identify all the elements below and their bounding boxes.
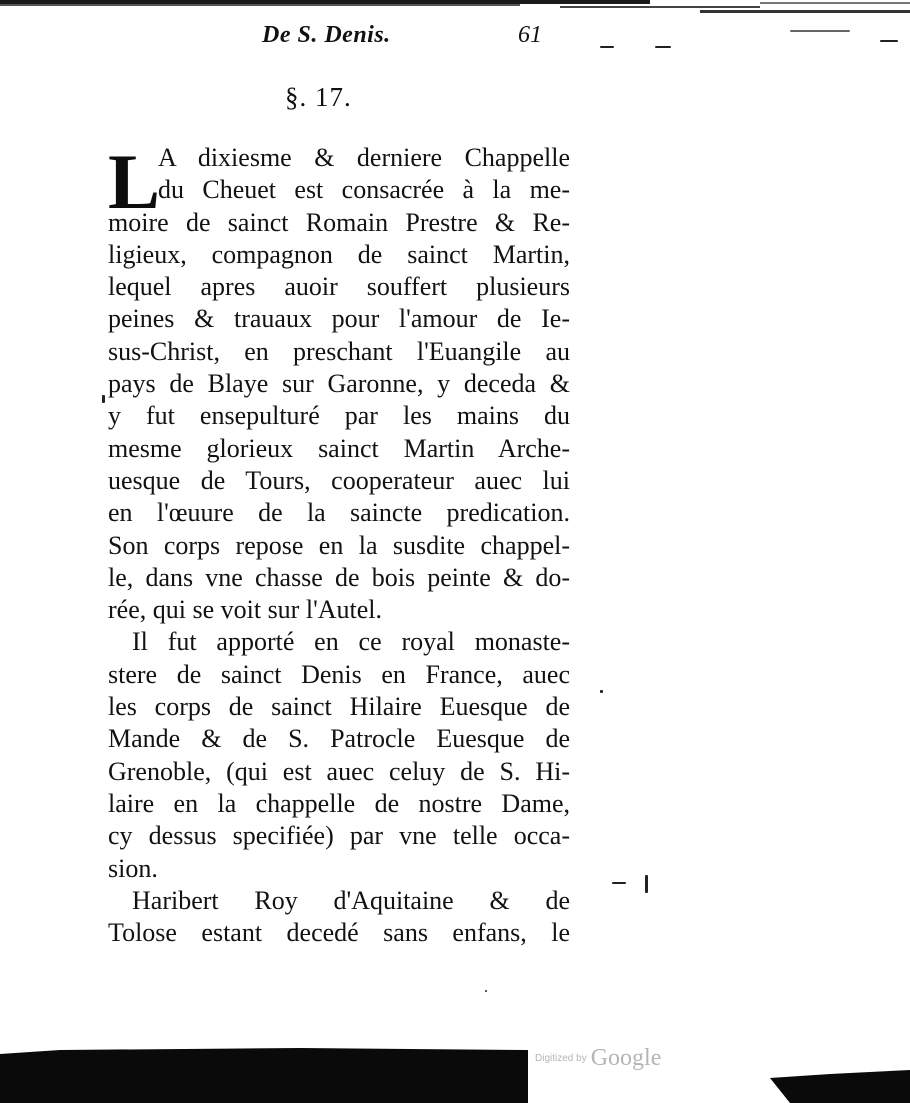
scan-edge-top [0, 0, 910, 18]
text-line: uesque de Tours, cooperateur auec lui [108, 465, 570, 495]
text-line: y fut ensepulturé par les mains du [108, 401, 570, 431]
text-line: Mande & de S. Patrocle Euesque de [108, 724, 570, 754]
text-line: en l'œuure de la saincte predication. [108, 498, 570, 528]
scan-speck [880, 40, 898, 42]
google-logo: Google [590, 1045, 662, 1071]
scan-speck [655, 46, 671, 48]
scan-speck [612, 882, 626, 884]
text-line: du Cheuet est consacrée à la me- [158, 175, 570, 205]
scan-speck [102, 395, 105, 403]
running-header [262, 22, 562, 56]
text-line: pays de Blaye sur Garonne, y deceda & [108, 369, 570, 399]
text-line: stere de sainct Denis en France, auec [108, 659, 570, 689]
scan-edge-bottom [0, 1040, 910, 1103]
watermark-prefix: Digitized by [535, 1053, 587, 1064]
text-line: Tolose estant decedé sans enfans, le [108, 918, 570, 948]
text-line: laire en la chappelle de nostre Dame, [108, 788, 570, 818]
text-line: Son corps repose en la susdite chappel- [108, 530, 570, 560]
scan-speck [600, 46, 614, 48]
text-line: peines & trauaux pour l'amour de Ie- [108, 304, 570, 334]
drop-capital: L [108, 138, 161, 225]
scan-speck [790, 30, 850, 32]
text-line: le, dans vne chasse de bois peinte & do- [108, 562, 570, 592]
text-line: lequel apres auoir souffert plusieurs [108, 272, 570, 302]
scan-speck [645, 875, 648, 893]
section-number: §. 17. [285, 82, 352, 112]
running-title: De S. Denis. [262, 22, 391, 48]
text-line: cy dessus specifiée) par vne telle occa- [108, 821, 570, 851]
body-text [108, 138, 570, 949]
scan-speck [485, 990, 487, 992]
text-line: sion. [108, 853, 158, 883]
text-line: sus-Christ, en preschant l'Euangile au [108, 336, 570, 366]
text-line: les corps de sainct Hilaire Euesque de [108, 692, 570, 722]
text-line: moire de sainct Romain Prestre & Re- [108, 207, 570, 237]
text-line: Haribert Roy d'Aquitaine & de [132, 885, 570, 915]
text-line: mesme glorieux sainct Martin Arche- [108, 433, 570, 463]
scan-speck [600, 690, 603, 693]
text-line: A dixiesme & derniere Chappelle [158, 143, 570, 172]
text-line: ligieux, compagnon de sainct Martin, [108, 239, 570, 269]
text-line: rée, qui se voit sur l'Autel. [108, 595, 383, 625]
page-number: 61 [518, 22, 542, 48]
digitization-watermark [535, 1045, 661, 1075]
text-line: Grenoble, (qui est auec celuy de S. Hi- [108, 756, 570, 786]
text-line: Il fut apporté en ce royal monaste- [132, 627, 570, 657]
